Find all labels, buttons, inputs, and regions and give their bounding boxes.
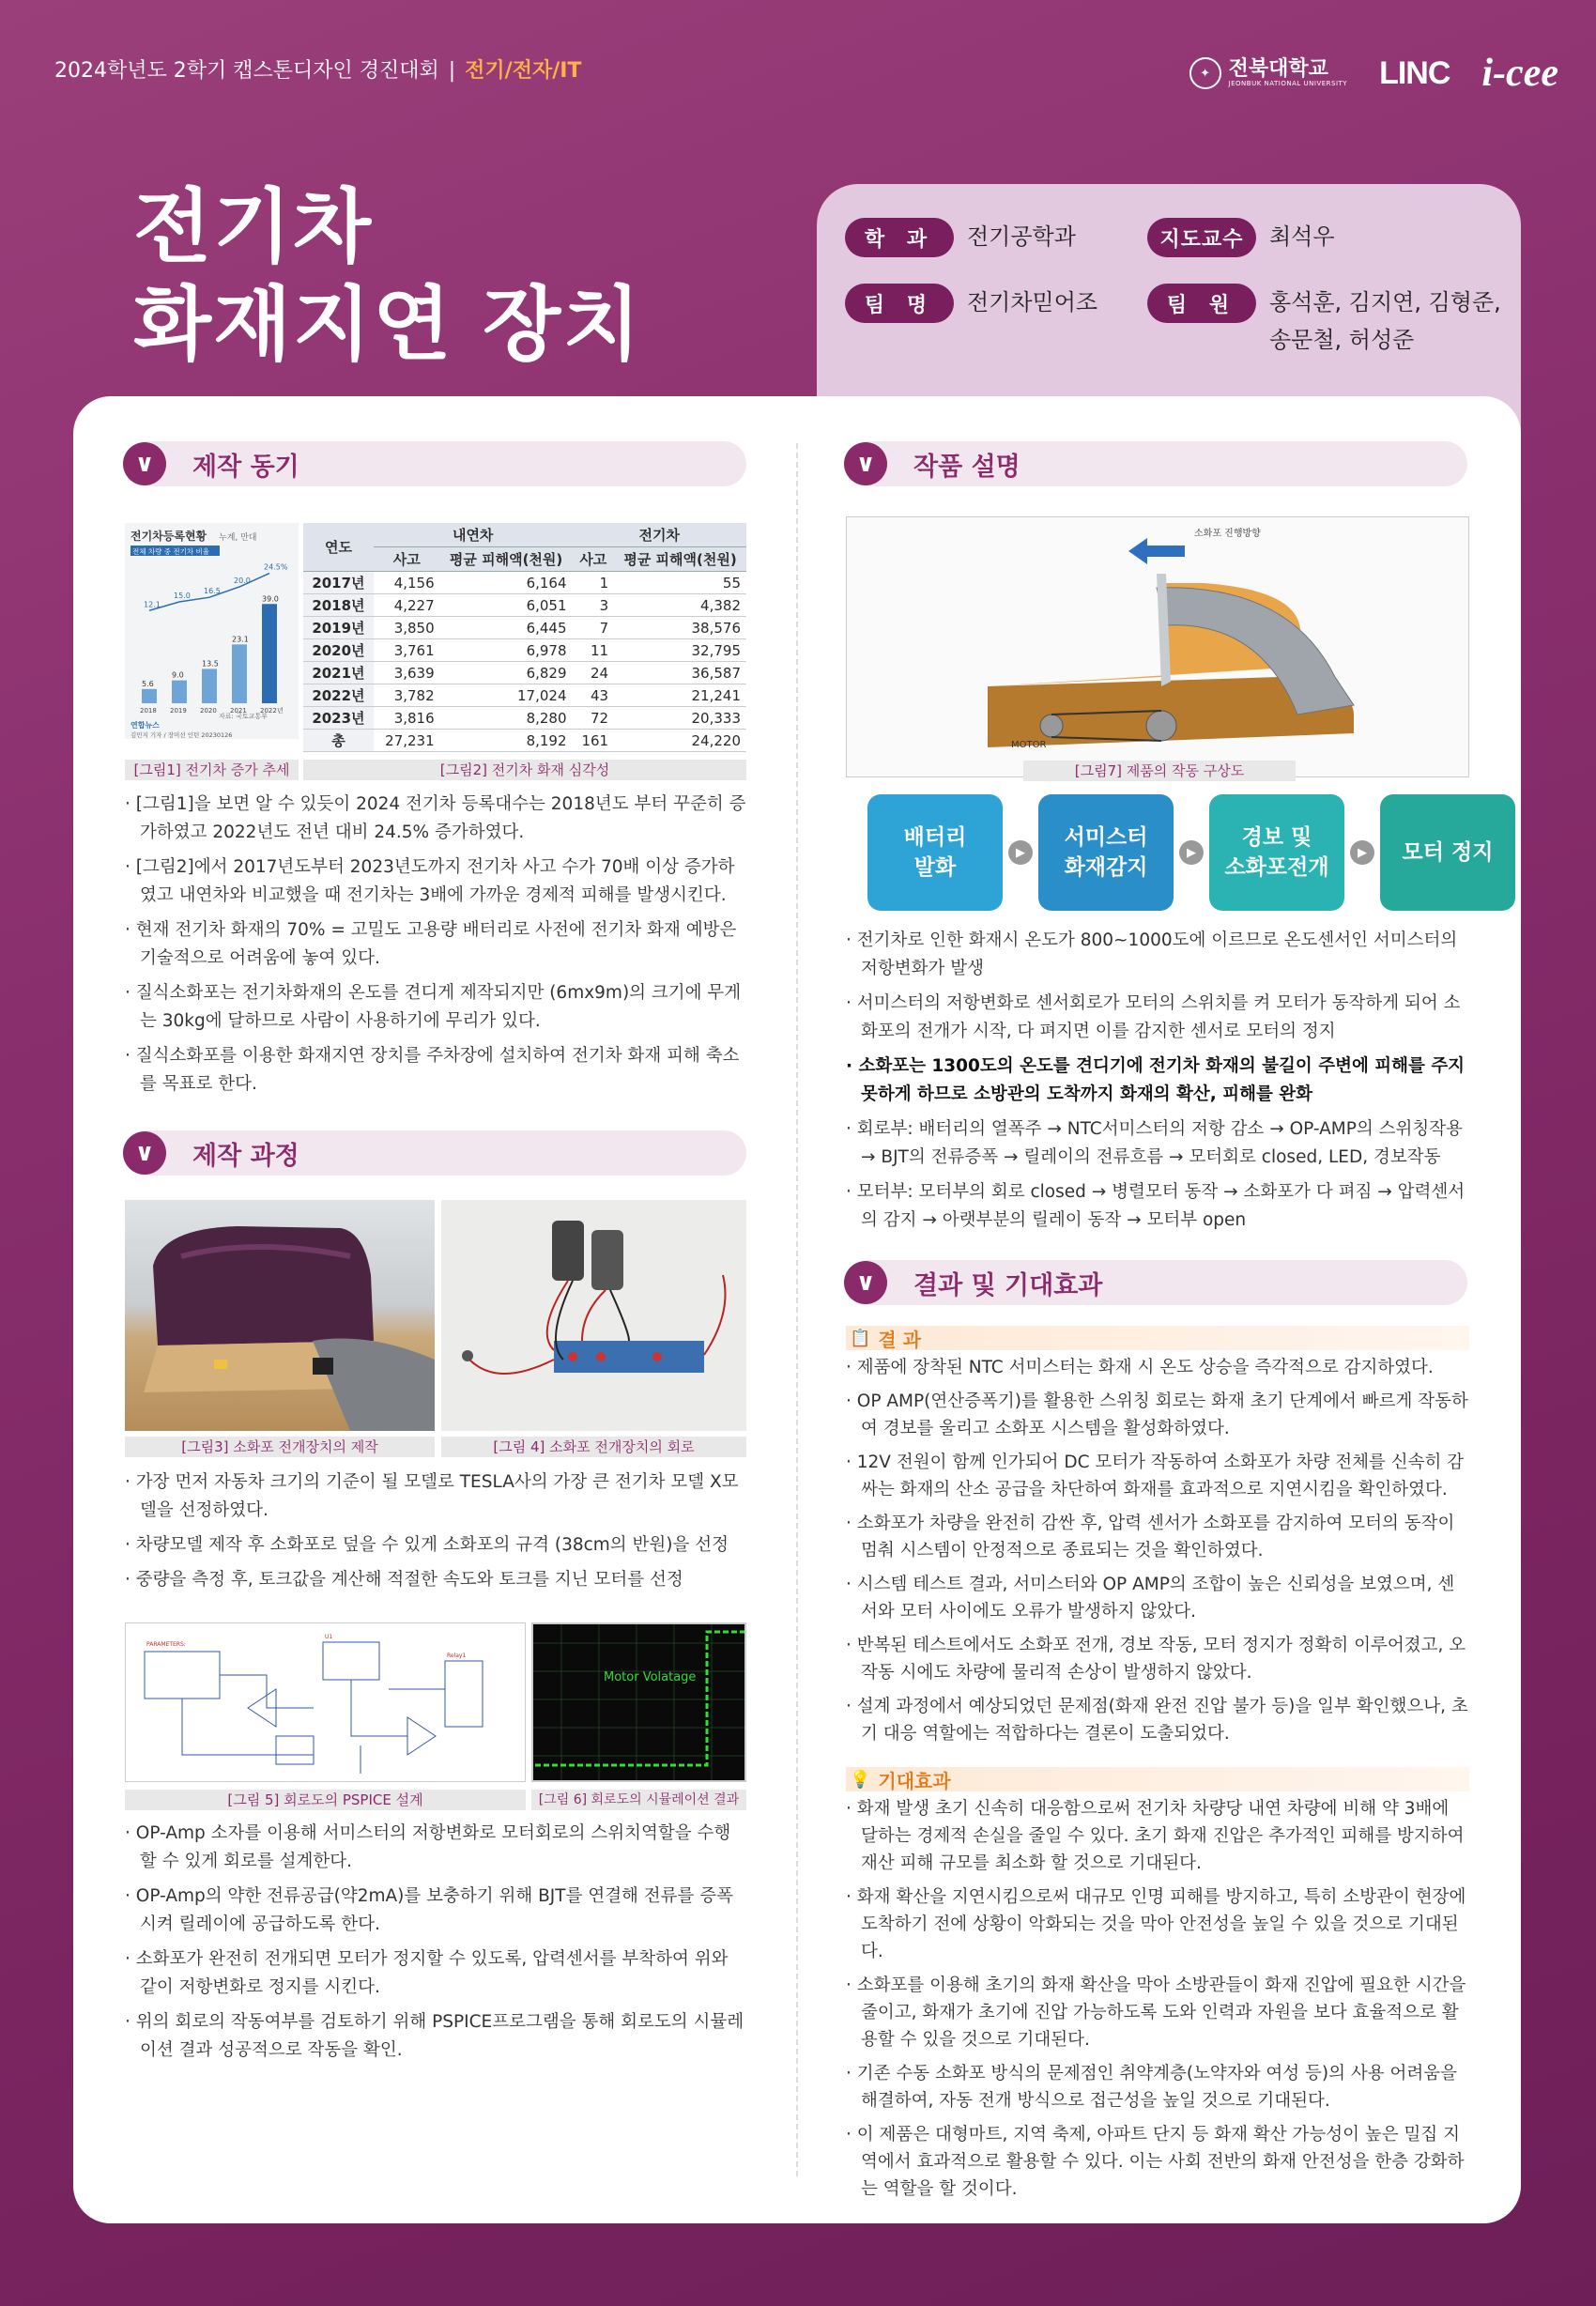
top-bar [54, 51, 1558, 95]
ratio-label: 12.1 [144, 600, 161, 609]
lightbulb-icon: 💡 [850, 1769, 871, 1790]
motivation-bullet: · 질식소화포를 이용한 화재지연 장치를 주차장에 설치하여 전기차 화재 피해 축소를 목표로 한다. [125, 1042, 746, 1099]
svg-text:김민지 기자 / 장미선 인턴 20230126: 김민지 기자 / 장미선 인턴 20230126 [130, 731, 233, 739]
process-bullet: · 차량모델 제작 후 소화포로 덮을 수 있게 소화포의 규격 (38cm의 반원)을 선정 [125, 1531, 746, 1560]
table-row: 2020년 3,761 6,978 11 32,795 [303, 639, 746, 662]
table-row: 2017년 4,156 6,164 1 55 [303, 572, 746, 594]
description-bullet: · 모터부: 모터부의 회로 closed → 병렬모터 동작 → 소화포가 다 펴짐 → 압력센서의 감지 → 아랫부분의 릴레이 동작 → 모터부 open [846, 1178, 1469, 1235]
result-bullet: · 시스템 테스트 결과, 서미스터와 OP AMP의 조합이 높은 신뢰성을 보였으며, 센서와 모터 사이에도 오류가 발생하지 않았다. [846, 1571, 1469, 1625]
result-bullet: · 설계 과정에서 예상되었던 문제점(화재 완전 진압 불가 등)을 일부 확인했으나, 초기 대응 역할에는 적합하다는 결론이 도출되었다. [846, 1693, 1469, 1747]
svg-text:자료: 국토교통부: 자료: 국토교통부 [219, 713, 268, 720]
year-tick-label: 2022년 [260, 707, 284, 715]
svg-text:Relay1: Relay1 [447, 1653, 467, 1659]
expect-bullet: · 기존 수동 소화포 방식의 문제점인 취약계층(노약자와 여성 등)의 사용 어려움을 해결하여, 자동 전개 방식으로 접근성을 높일 것으로 기대된다. [846, 2060, 1469, 2114]
caption-fig5: [그림 5] 회로도의 PSPICE 설계 [125, 1790, 526, 1810]
linc-logo: LINC [1379, 54, 1450, 91]
icee-logo: i-cee [1481, 52, 1558, 95]
team-row: 팀 명 전기차믿어조 [845, 284, 1097, 323]
svg-text:소화포 진행방향: 소화포 진행방향 [1194, 529, 1261, 539]
chevron-down-icon: ∨ [123, 442, 166, 485]
caption-fig3: [그림3] 소화포 전개장치의 제작 [125, 1437, 435, 1457]
flow-step: 경보 및 소화포전개 [1209, 794, 1344, 911]
motivation-bullet: · [그림1]을 보면 알 수 있듯이 2024 전기차 등록대수는 2018년도 부터 꾸준히 증가하였고 2022년도 전년 대비 24.5% 증가하였다. [125, 791, 746, 847]
expect-bullet: · 소화포를 이용해 초기의 화재 확산을 막아 소방관들이 화재 진압에 필요한 시간을 줄이고, 화재가 초기에 진압 가능하도록 도와 인력과 자원을 보다 효율적으로 활용할 수 있을 것으로 기대된다. [846, 1972, 1469, 2053]
section-process: ∨ 제작 과정 [125, 1130, 746, 1176]
expect-bullets [846, 1795, 1469, 2209]
ratio-label: 20.0 [234, 576, 251, 585]
flow-step: 배터리 발화 [867, 794, 1003, 911]
flow-step: 모터 정지 [1380, 794, 1515, 911]
process-bullets-2 [125, 1820, 746, 2071]
table-row: 2018년 4,227 6,051 3 4,382 [303, 594, 746, 617]
dept-row: 학 과 전기공학과 [845, 218, 1076, 257]
event-title: 2024학년도 2학기 캡스톤디자인 경진대회 | 전기/전자/IT [54, 59, 582, 83]
result-bullets [846, 1354, 1469, 1754]
fire-damage-table: 연도 내연차 전기차 사고 평균 피해액(천원) 사고 평균 피해액(천원) 2017년 4,156 6,164 1 55 2018년 4,227 6,051 3 4,382 2019년 3,850 6,445 7 38,576 2020년 3,761 6,978 11 32,795 2021년 3,639 6,829 24 36,587 2022년 3,782 17,024 43 21,241 2023년 3,816 8,280 72 20,333 총 27,231 8,192 161 24,220 [303, 523, 746, 758]
svg-text:누계, 만대: 누계, 만대 [219, 533, 257, 543]
chart-bar [262, 604, 277, 703]
content-card [73, 396, 1521, 2223]
description-bullet: · 소화포는 1300도의 온도를 견디기에 전기차 화재의 불길이 주변에 피해를 주지 못하게 하므로 소방관의 도착까지 화재의 확산, 피해를 완화 [846, 1053, 1469, 1109]
members-row: 팀 원 홍석훈, 김지연, 김형준, 송문철, 허성준 [1147, 284, 1501, 359]
svg-text:MOTOR: MOTOR [1011, 740, 1047, 750]
sim-label: Motor Volatage [604, 1670, 697, 1684]
ratio-label: 16.5 [204, 587, 221, 596]
prof-row: 지도교수 최석우 [1147, 218, 1335, 257]
table-row: 2023년 3,816 8,280 72 20,333 [303, 707, 746, 730]
process-bullet: · 소화포가 완전히 전개되면 모터가 정지할 수 있도록, 압력센서를 부착하여 위와 같이 저항변화로 정지를 시킨다. [125, 1945, 746, 2002]
caption-fig1: [그림1] 전기차 증가 추세 [125, 760, 299, 780]
flow-step: 서미스터 화재감지 [1038, 794, 1174, 911]
motivation-bullets [125, 791, 746, 1105]
description-bullets [846, 927, 1469, 1241]
ratio-label: 15.0 [174, 592, 191, 600]
motivation-bullet: · 현재 전기차 화재의 70% = 고밀도 고용량 배터리로 사전에 전기차 화재 예방은 기술적으로 어려움에 놓여 있다. [125, 916, 746, 973]
result-bullet: · 반복된 테스트에서도 소화포 전개, 경보 작동, 모터 정지가 정확히 이루어졌고, 오작동 시에도 차량에 물리적 손상이 발생하지 않았다. [846, 1632, 1469, 1686]
process-bullet: · OP-Amp 소자를 이용해 서미스터의 저항변화로 모터회로의 스위치역할을 수행할 수 있게 회로를 설계한다. [125, 1820, 746, 1876]
chart-bar [232, 644, 247, 703]
caption-fig4: [그림 4] 소화포 전개장치의 회로 [441, 1437, 746, 1457]
svg-text:전기차등록현황: 전기차등록현황 [130, 530, 207, 543]
expect-bullet: · 이 제품은 대형마트, 지역 축제, 아파트 단지 등 화재 확산 가능성이 높은 밀집 지역에서 효과적으로 활용할 수 있다. 이는 사회 전반의 화재 안전성을 한층 강화하는 역할을 할 것이다. [846, 2121, 1469, 2203]
bar-value-label: 13.5 [202, 659, 219, 669]
caption-fig7: [그림7] 제품의 작동 구상도 [1023, 761, 1296, 781]
year-tick-label: 2018 [140, 707, 157, 715]
description-bullet: · 전기차로 인한 화재시 온도가 800~1000도에 이르므로 온도센서인 서미스터의 저항변화가 발생 [846, 927, 1469, 983]
page-title: 전기차 화재지연 장치 [133, 180, 643, 372]
process-bullet: · OP-Amp의 약한 전류공급(약2mA)를 보충하기 위해 BJT를 연결해 전류를 증폭시켜 릴레이에 공급하도록 한다. [125, 1883, 746, 1939]
description-bullet: · 서미스터의 저항변화로 센서회로가 모터의 스위치를 켜 모터가 동작하게 되어 소화포의 전개가 시작, 다 펴지면 이를 감지한 센서로 모터의 정지 [846, 990, 1469, 1046]
table-row: 2022년 3,782 17,024 43 21,241 [303, 684, 746, 707]
operation-diagram [846, 516, 1469, 777]
play-arrow-icon: ▶ [1008, 840, 1033, 865]
column-divider [796, 443, 798, 2176]
svg-text:U1: U1 [325, 1634, 333, 1640]
chevron-down-icon: ∨ [844, 442, 887, 485]
caption-fig6: [그림 6] 회로도의 시뮬레이션 결과 [531, 1790, 746, 1810]
chart-bar [202, 669, 217, 703]
simulation-result [531, 1622, 746, 1782]
table-row: 2019년 3,850 6,445 7 38,576 [303, 617, 746, 639]
bar-value-label: 5.6 [142, 679, 154, 688]
result-bullet: · 소화포가 차량을 완전히 감싼 후, 압력 센서가 소화포를 감지하여 모터의 동작이 멈춰 시스템이 안정적으로 종료되는 것을 확인하였다. [846, 1510, 1469, 1564]
logos [1189, 51, 1558, 96]
svg-text:전체 차량 중 전기차 비율: 전체 차량 중 전기차 비율 [132, 547, 209, 556]
device-circuit-photo [441, 1200, 746, 1431]
jbnu-logo: ✦ 전북대학교 JEONBUK NATIONAL UNIVERSITY [1189, 57, 1348, 89]
year-tick-label: 2020 [200, 707, 217, 715]
bar-value-label: 9.0 [172, 670, 184, 680]
result-bullet: · OP AMP(연산증폭기)를 활용한 스위칭 회로는 화재 초기 단계에서 빠르게 작동하여 경보를 울리고 소화포 시스템을 활성화하였다. [846, 1388, 1469, 1442]
process-bullets-1 [125, 1468, 746, 1601]
result-bullet: · 12V 전원이 함께 인가되어 DC 모터가 작동하여 소화포가 차량 전체를 신속히 감싸는 화재의 산소 공급을 차단하여 화재를 효과적으로 지연시킴을 확인하였다. [846, 1449, 1469, 1503]
chevron-down-icon: ∨ [844, 1261, 887, 1304]
clipboard-icon: 📋 [850, 1328, 871, 1348]
chevron-down-icon: ∨ [123, 1131, 166, 1175]
year-tick-label: 2021 [230, 707, 247, 715]
process-bullet: · 가장 먼저 자동차 크기의 기준이 될 모델로 TESLA사의 가장 큰 전기차 모델 X모델을 선정하였다. [125, 1468, 746, 1525]
play-arrow-icon: ▶ [1179, 840, 1204, 865]
play-arrow-icon: ▶ [1350, 840, 1374, 865]
section-results: ∨ 결과 및 기대효과 [846, 1260, 1467, 1305]
bar-value-label: 39.0 [262, 594, 279, 604]
expect-bullet: · 화재 확산을 지연시킴으로써 대규모 인명 피해를 방지하고, 특히 소방관이 현장에 도착하기 전에 상황이 악화되는 것을 막아 안전성을 높일 수 있을 것으로 기대된다. [846, 1883, 1469, 1965]
chart-bar [142, 689, 157, 703]
subhead-expect: 💡 기대효과 [846, 1767, 1469, 1791]
svg-text:연합뉴스: 연합뉴스 [130, 721, 160, 730]
subhead-result: 📋 결 과 [846, 1326, 1469, 1350]
process-bullet: · 위의 회로의 작동여부를 검토하기 위해 PSPICE프로그램을 통해 회로도의 시뮬레이션 결과 성공적으로 작동을 확인. [125, 2008, 746, 2065]
process-flow [867, 794, 1515, 911]
table-row: 총 27,231 8,192 161 24,220 [303, 730, 746, 752]
table-row: 2021년 3,639 6,829 24 36,587 [303, 662, 746, 684]
bar-value-label: 23.1 [232, 635, 249, 644]
chart-bar [172, 681, 187, 703]
result-bullet: · 제품에 장착된 NTC 서미스터는 화재 시 온도 상승을 즉각적으로 감지하였다. [846, 1354, 1469, 1381]
description-bullet: · 회로부: 배터리의 열폭주 → NTC서미스터의 저항 감소 → OP-AMP의 스위칭작용 → BJT의 전류증폭 → 릴레이의 전류흐름 → 모터회로 closed, LED, 경보작동 [846, 1115, 1469, 1172]
ev-registration-chart [125, 523, 299, 739]
motivation-bullet: · [그림2]에서 2017년도부터 2023년도까지 전기차 사고 수가 70배 이상 증가하였고 내연차와 비교했을 때 전기차는 3배에 가까운 경제적 피해를 발생시킨다. [125, 853, 746, 910]
pspice-schematic [125, 1622, 526, 1782]
year-tick-label: 2019 [170, 707, 187, 715]
caption-fig2: [그림2] 전기차 화재 심각성 [303, 760, 746, 780]
device-model-photo [125, 1200, 435, 1431]
process-bullet: · 중량을 측정 후, 토크값을 계산해 적절한 속도와 토크를 지닌 모터를 선정 [125, 1566, 746, 1594]
expect-bullet: · 화재 발생 초기 신속히 대응함으로써 전기차 차량당 내연 차량에 비해 약 3배에 달하는 경제적 손실을 줄일 수 있다. 초기 화재 진압은 추가적인 피해를 방지하여 재산 피해 규모를 최소화 할 것으로 기대된다. [846, 1795, 1469, 1877]
university-seal-icon: ✦ [1189, 57, 1221, 89]
svg-text:PARAMETERS:: PARAMETERS: [146, 1641, 186, 1648]
ratio-label: 24.5% [264, 562, 288, 572]
event-category: 전기/전자/IT [465, 59, 582, 83]
section-description: ∨ 작품 설명 [846, 441, 1467, 486]
motivation-bullet: · 질식소화포는 전기차화재의 온도를 견디게 제작되지만 (6mx9m)의 크기에 무게는 30kg에 달하므로 사람이 사용하기에 무리가 있다. [125, 979, 746, 1036]
section-motivation: ∨ 제작 동기 [125, 441, 746, 486]
